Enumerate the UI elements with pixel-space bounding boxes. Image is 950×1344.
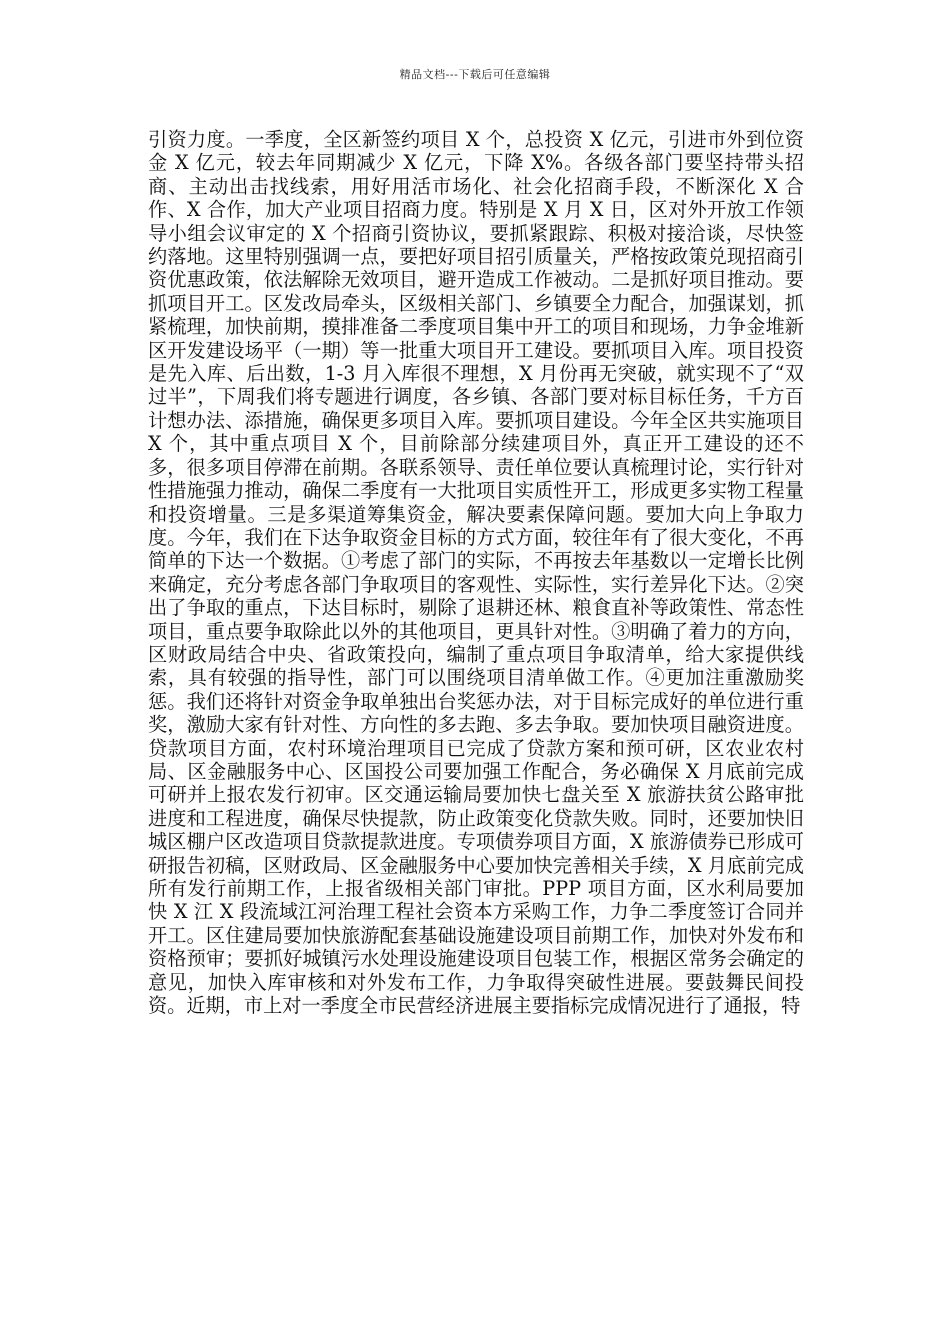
document-body [148,128,804,1017]
page-header-note: 精品文档---下载后可任意编辑 [399,68,551,81]
body-paragraph: 引资力度。一季度，全区新签约项目 X 个，总投资 X 亿元，引进市外到位资金 X 亿元，较去年同期减少 X 亿元，下降 X%。各级各部门要坚持带头招商、主动出击找线索，用好用活市场化、社会化招商手段，不断深化 X 合作、X 合作，加大产业项目招商力度。特别是 X 月 X 日，区对外开放工作领导小组会议审定的 X 个招商引资协议，要抓紧跟踪、积极对接洽谈，尽快签约落地。这里特别强调一点，要把好项目招引质量关，严格按政策兑现招商引资优惠政策，依法解除无效项目，避开造成工作被动。二是抓好项目推动。要抓项目开工。区发改局牵头，区级相关部门、乡镇要全力配合，加强谋划，抓紧梳理，加快前期，摸排准备二季度项目集中开工的项目和现场，力争金堆新区开发建设场平（一期）等一批重大项目开工建设。要抓项目入库。项目投资是先入库、后出数，1-3 月入库很不理想，X 月份再无突破，就实现不了“双过半”，下周我们将专题进行调度，各乡镇、各部门要对标目标任务，千方百计想办法、添措施，确保更多项目入库。要抓项目建设。今年全区共实施项目 X 个，其中重点项目 X 个，目前除部分续建项目外，真正开工建设的还不多，很多项目停滞在前期。各联系领导、责任单位要认真梳理讨论，实行针对性措施强力推动，确保二季度有一大批项目实质性开工，形成更多实物工程量和投资增量。三是多渠道筹集资金，解决要素保障问题。要加大向上争取力度。今年，我们在下达争取资金目标的方式方面，较往年有了很大变化，不再简单的下达一个数据。①考虑了部门的实际，不再按去年基数以一定增长比例来确定，充分考虑各部门争取项目的客观性、实际性，实行差异化下达。②突出了争取的重点，下达目标时，剔除了退耕还林、粮食直补等政策性、常态性项目，重点要争取除此以外的其他项目，更具针对性。③明确了着力的方向，区财政局结合中央、省政策投向，编制了重点项目争取清单，给大家提供线索，具有较强的指导性，部门可以围绕项目清单做工作。④更加注重激励奖惩。我们还将针对资金争取单独出台奖惩办法，对于目标完成好的单位进行重奖，激励大家有针对性、方向性的多去跑、多去争取。要加快项目融资进度。贷款项目方面，农村环境治理项目已完成了贷款方案和预可研，区农业农村局、区金融服务中心、区国投公司要加强工作配合，务必确保 X 月底前完成可研并上报农发行初审。区交通运输局要加快七盘关至 X 旅游扶贫公路审批进度和工程进度，确保尽快提款，防止政策变化贷款失败。同时，还要加快旧城区棚户区改造项目贷款提款进度。专项债券项目方面，X 旅游债券已形成可研报告初稿，区财政局、区金融服务中心要加快完善相关手续，X 月底前完成所有发行前期工作，上报省级相关部门审批。PPP 项目方面，区水利局要加快 X 江 X 段流域江河治理工程社会资本方采购工作，力争二季度签订合同并开工。区住建局要加快旅游配套基础设施建设项目前期工作，加快对外发布和资格预审；要抓好城镇污水处理设施建设项目包装工作，根据区常务会确定的意见，加快入库审核和对外发布工作，力争取得突破性进展。要鼓舞民间投资。近期，市上对一季度全市民营经济进展主要指标完成情况进行了通报，特 [148,128,804,1018]
